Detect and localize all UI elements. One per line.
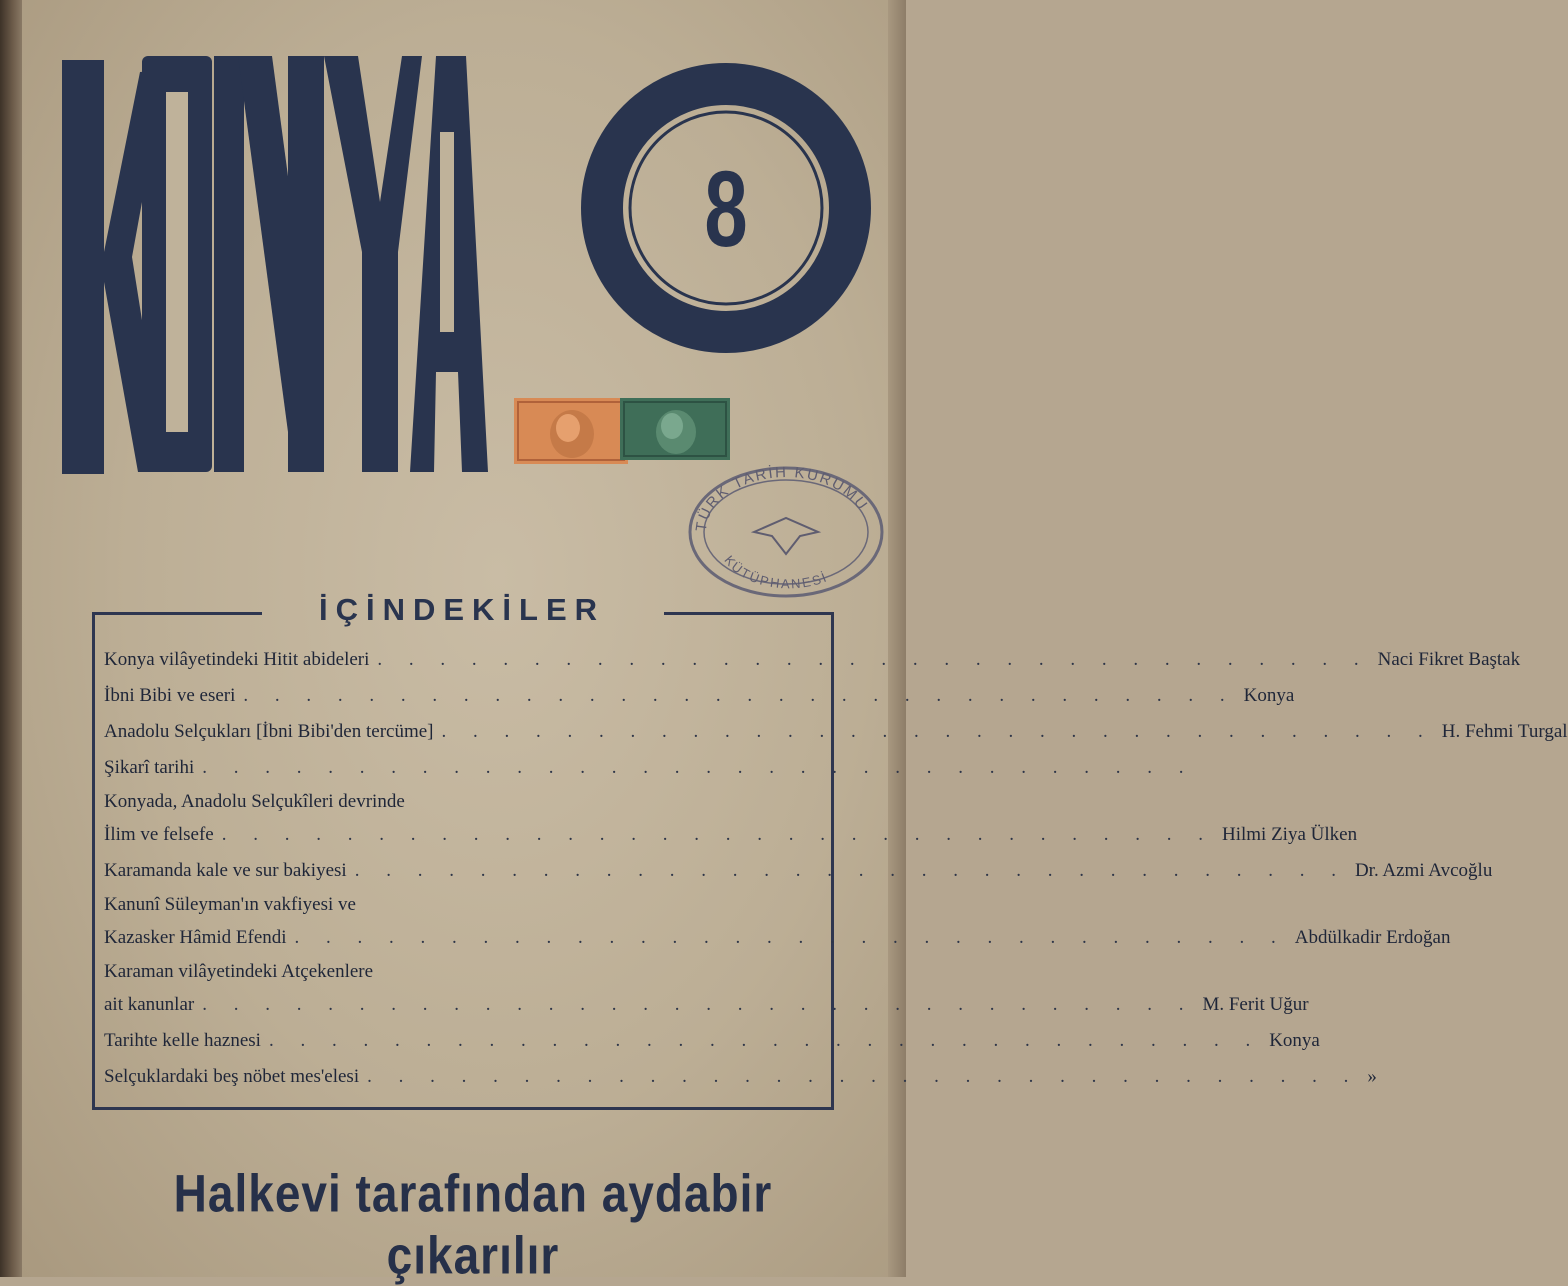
issue-number-badge: [578, 60, 874, 356]
toc-entry-title: Karamanda kale ve sur bakiyesi: [104, 860, 347, 881]
library-seal-stamp: [684, 462, 884, 602]
toc-entry-title: Tarihte kelle haznesi: [104, 1030, 261, 1051]
toc-entry: [104, 1023, 1320, 1059]
toc-entry-title: Kanunî Süleyman'ın vakfiyesi ve: [104, 894, 356, 915]
toc-entry: [104, 714, 1568, 750]
contents-list: [104, 642, 1568, 1095]
toc-entry-author: Konya: [1269, 1030, 1320, 1051]
toc-entry-author: H. Fehmi Turgal: [1441, 721, 1568, 742]
toc-entry-title: İbni Bibi ve eseri: [104, 685, 236, 706]
toc-entry-author: Hilmi Ziya Ülken: [1221, 824, 1358, 845]
toc-entry: [104, 750, 1195, 786]
toc-entry-title: Kazasker Hâmid Efendi: [104, 927, 287, 948]
toc-entry-title: Konyada, Anadolu Selçukîleri devrinde: [104, 791, 405, 812]
toc-entry-title: Konya vilâyetindeki Hitit abideleri: [104, 649, 370, 670]
toc-entry-author: M. Ferit Uğur: [1202, 994, 1309, 1015]
toc-entry: [104, 786, 820, 817]
book-spine: [0, 0, 22, 1277]
orange-postage-stamp: [514, 398, 628, 464]
toc-entry: [104, 889, 820, 920]
toc-entry-title: Karaman vilâyetindeki Atçekenlere: [104, 961, 374, 982]
masthead-lettering: [62, 52, 488, 474]
issue-number: 8: [704, 147, 748, 269]
toc-entry: [104, 853, 1493, 889]
toc-leader-dots: . . . . . . . . . . . . . . . . . . . . . . . . . . . . . . . .: [268, 1030, 1262, 1051]
toc-entry: [104, 956, 820, 987]
toc-entry: [104, 920, 1451, 956]
toc-leader-dots: . . . . . . . . . . . . . . . . . . . . . . . . . . . . . . . .: [377, 649, 1370, 670]
portrait-stamp-icon: [514, 398, 628, 464]
portrait-stamp-icon: [620, 398, 730, 460]
toc-entry-author: »: [1367, 1066, 1377, 1087]
toc-entry-title: Şikarî tarihi: [104, 757, 195, 778]
toc-entry: [104, 678, 1295, 714]
toc-entry-author: Abdülkadir Erdoğan: [1294, 927, 1451, 948]
toc-entry: [104, 987, 1309, 1023]
toc-entry-title: Selçuklardaki beş nöbet mes'elesi: [104, 1066, 360, 1087]
toc-leader-dots: . . . . . . . . . . . . . . . . . . . . . . . . . . . . . . . .: [294, 927, 1287, 948]
svg-text:TÜRK TARİH KURUMU: TÜRK TARİH KURUMU: [692, 463, 872, 533]
toc-entry: [104, 817, 1358, 853]
svg-text:KÜTÜPHANESİ: KÜTÜPHANESİ: [721, 552, 831, 592]
toc-leader-dots: . . . . . . . . . . . . . . . . . . . . . . . . . . . . . . . .: [367, 1066, 1360, 1087]
eagle-seal-icon: [684, 462, 884, 602]
toc-entry-title: İlim ve felsefe: [104, 824, 214, 845]
toc-leader-dots: . . . . . . . . . . . . . . . . . . . . . . . . . . . . . . . .: [441, 721, 1434, 742]
toc-entry-author: Dr. Azmi Avcoğlu: [1354, 860, 1493, 881]
toc-entry: [104, 1059, 1377, 1095]
contents-heading: İÇİNDEKİLER: [318, 592, 606, 627]
toc-leader-dots: . . . . . . . . . . . . . . . . . . . . . . . . . . . . . . . .: [243, 685, 1236, 706]
toc-entry-author: Naci Fikret Baştak: [1377, 649, 1521, 670]
toc-entry-author: Konya: [1243, 685, 1295, 706]
toc-entry: [104, 642, 1521, 678]
toc-entry-title: ait kanunlar: [104, 994, 195, 1015]
toc-leader-dots: . . . . . . . . . . . . . . . . . . . . . . . . . . . . . . . .: [202, 994, 1195, 1015]
toc-entry-title: Anadolu Selçukları [İbni Bibi'den tercüme]: [104, 721, 434, 742]
toc-leader-dots: . . . . . . . . . . . . . . . . . . . . . . . . . . . . . . . .: [354, 860, 1347, 881]
toc-leader-dots: . . . . . . . . . . . . . . . . . . . . . . . . . . . . . . . .: [202, 757, 1195, 778]
green-postage-stamp: [620, 398, 730, 460]
publisher-tagline: Halkevi tarafından aydabir çıkarılır: [173, 1163, 773, 1285]
toc-leader-dots: . . . . . . . . . . . . . . . . . . . . . . . . . . . . . . . .: [221, 824, 1214, 845]
masthead-title: [62, 52, 488, 474]
